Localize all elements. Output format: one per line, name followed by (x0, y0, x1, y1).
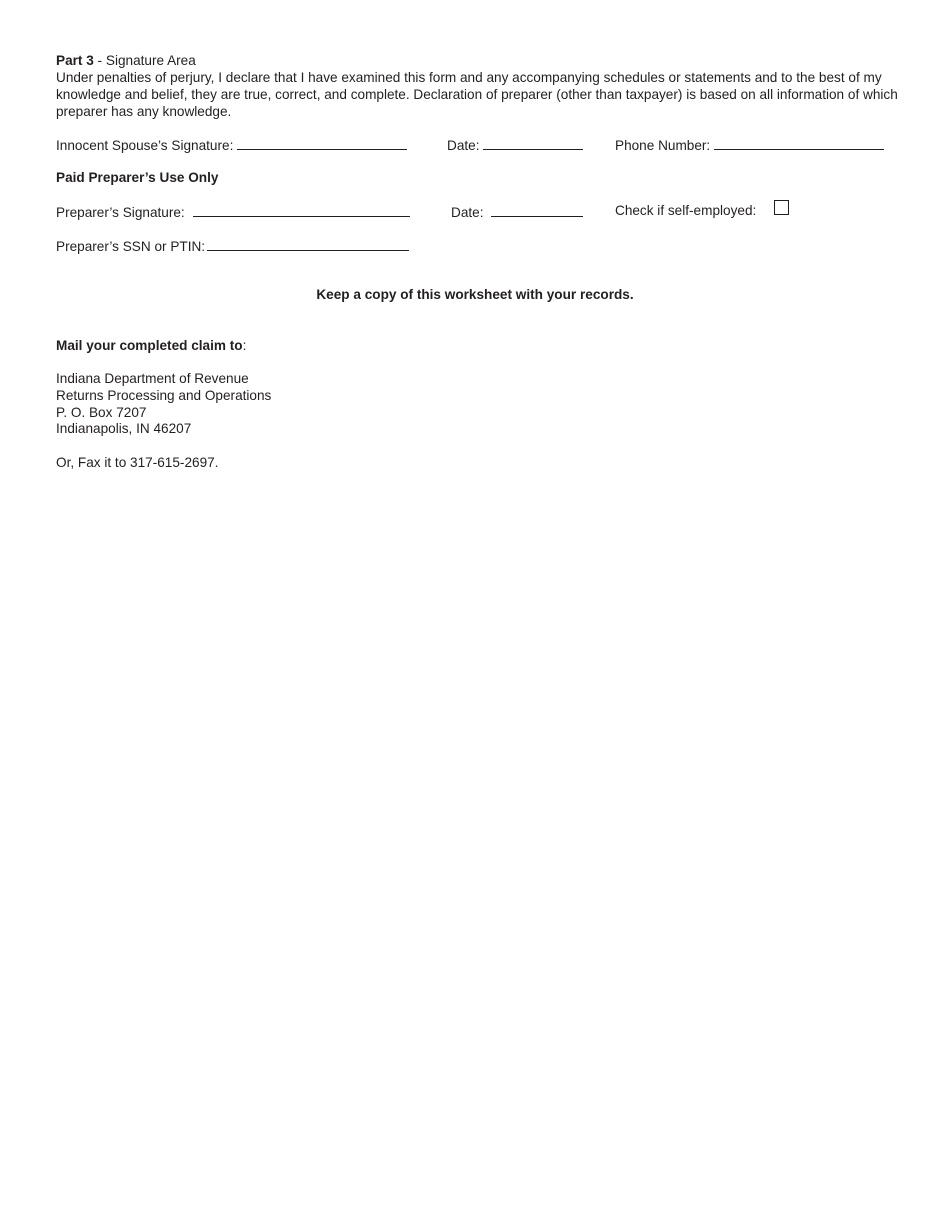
address-line: Indianapolis, IN 46207 (56, 421, 192, 437)
part3-separator: - (93, 53, 106, 68)
mailing-heading-colon: : (242, 338, 247, 353)
preparer-ssn-field[interactable] (56, 237, 409, 254)
mailing-heading (56, 338, 246, 353)
spouse-phone-field[interactable] (615, 136, 884, 153)
preparer-ssn-label: Preparer’s SSN or PTIN: (56, 239, 206, 254)
fax-instruction: Or, Fax it to 317-615-2697. (56, 455, 219, 470)
spouse-signature-label: Innocent Spouse’s Signature: (56, 138, 234, 153)
spouse-date-line[interactable] (483, 136, 583, 150)
preparer-signature-label: Preparer’s Signature: (56, 205, 185, 220)
spouse-phone-line[interactable] (714, 136, 884, 150)
preparer-ssn-line[interactable] (207, 237, 409, 251)
self-employed-label: Check if self-employed: (615, 203, 757, 218)
preparer-signature-line[interactable] (193, 203, 410, 217)
records-note: Keep a copy of this worksheet with your records. (316, 287, 634, 302)
preparer-date-line[interactable] (491, 203, 583, 217)
part3-title: Signature Area (105, 53, 196, 68)
perjury-declaration: Under penalties of perjury, I declare that I have examined this form and any accompanying schedules or statements and to the best of my knowledge and belief, they are true, correct, and complete. Declaration of preparer (other than taxpayer) is based on all information of which preparer has any knowledge. (56, 70, 898, 119)
self-employed-checkbox[interactable] (774, 200, 789, 215)
address-line: Indiana Department of Revenue (56, 371, 249, 386)
spouse-signature-line[interactable] (237, 136, 407, 150)
mailing-address (56, 371, 271, 438)
preparer-signature-field[interactable] (56, 203, 410, 220)
preparer-date-field[interactable] (451, 203, 583, 220)
preparer-date-label: Date: (451, 205, 484, 220)
spouse-phone-label: Phone Number: (615, 138, 711, 153)
spouse-date-label: Date: (447, 138, 480, 153)
spouse-date-field[interactable] (447, 136, 583, 153)
mailing-heading-text: Mail your completed claim to (56, 338, 243, 353)
part3-label: Part 3 (56, 53, 94, 68)
address-line: P. O. Box 7207 (56, 404, 147, 420)
part3-heading (56, 53, 196, 68)
paid-preparer-heading: Paid Preparer’s Use Only (56, 170, 219, 185)
spouse-signature-field[interactable] (56, 136, 407, 153)
address-line: Returns Processing and Operations (56, 387, 272, 403)
